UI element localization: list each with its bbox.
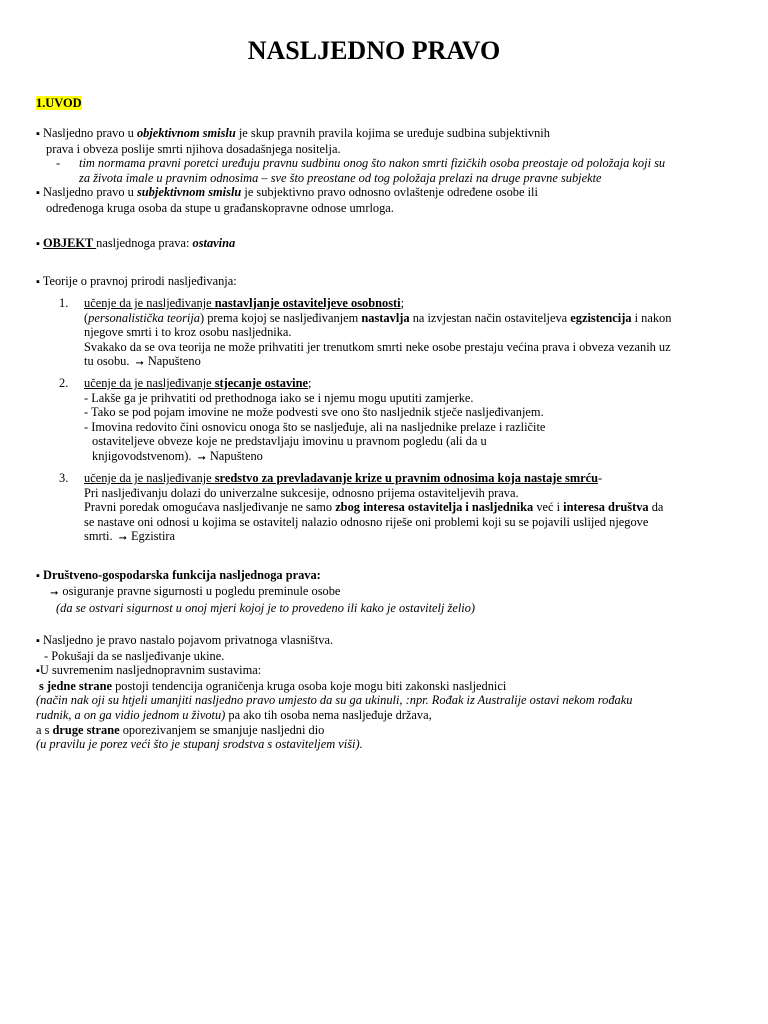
text: smrti. <box>84 529 113 544</box>
paragraph-teorije <box>36 274 736 290</box>
emphasis: nastavljanje ostaviteljeve osobnosti <box>214 296 401 310</box>
bullet-icon: ▪ <box>36 187 40 199</box>
status-text: Egzistira <box>130 529 176 544</box>
emphasis: druge strane <box>52 722 120 737</box>
text: - Imovina redovito čini osnovicu onoga što se nasljeđuje, ali na nasljednike prelaze i različite <box>84 419 546 434</box>
text: (da se ostvari sigurnost u onoj mjeri kojoj je to provedeno ili kako je ostavitelj želio) <box>56 601 476 616</box>
text: Svakako da se ova teorija ne može prihvatiti jer trenutkom smrti neke osobe prestaju većina prava i obveza vezanih uz <box>84 339 671 354</box>
text: - Pokušaji da se nasljeđivanje ukine. <box>44 648 225 663</box>
item-body <box>84 376 739 467</box>
emphasis: sredstvo za prevladavanje krize u pravnim odnosima koja nastaje smrću <box>214 471 599 485</box>
section-heading-uvod <box>36 96 736 111</box>
text: i nakon <box>631 310 672 325</box>
text: knjigovodstvenom). <box>92 448 192 463</box>
arrow-right-icon: ➞ <box>50 587 59 599</box>
text: Teorije o pravnoj prirodi nasljeđivanja: <box>42 274 237 288</box>
text: pa ako tih osoba nema nasljeđuje država, <box>225 707 432 722</box>
text: na izvjestan način ostaviteljeva <box>409 310 571 325</box>
text: Pri nasljeđivanju dolazi do univerzalne sukcesije, odnosno prijema ostaviteljevih prava. <box>84 485 519 500</box>
document-title: NASLJEDNO PRAVO <box>247 36 501 65</box>
emphasis: stjecanje ostavine <box>214 376 308 390</box>
text: rudnik, a on ga vidio jednom u životu) <box>36 707 226 722</box>
emphasis: nastavlja <box>361 310 410 325</box>
text: Nasljedno pravo u <box>43 185 137 199</box>
emphasis: s jedne strane <box>39 678 112 693</box>
text: (u pravilu je porez veći što je stupanj srodstva s ostaviteljem viši). <box>36 737 363 752</box>
text: prava i obveza poslije smrti njihova dosadašnjega nositelja. <box>46 141 341 156</box>
list-number: 2. <box>59 376 69 390</box>
status-text: Napušteno <box>209 448 263 463</box>
emphasis: subjektivnom smislu <box>136 185 242 199</box>
paragraph-drustveno <box>36 568 736 616</box>
list-item-theory-1 <box>59 296 739 372</box>
emphasis: personalistička teorija <box>88 310 200 325</box>
arrow-right-icon: ➞ <box>135 358 144 370</box>
text: već i <box>533 500 564 515</box>
text: U suvremenim nasljednopravnim sustavima: <box>39 663 262 678</box>
text: - Tako se pod pojam imovine ne može podvesti sve ono što nasljednik stječe nasljeđivanjem. <box>84 405 544 420</box>
objekt-label: OBJEKT <box>43 236 97 250</box>
text: je subjektivno pravo odnosno ovlaštenje određene osobe ili <box>241 185 538 199</box>
emphasis: ostavina <box>192 236 236 250</box>
paragraph-subjective-sense <box>36 185 736 215</box>
text: određenoga kruga osoba da stupe u građanskopravne odnose umrloga. <box>46 200 394 215</box>
bullet-icon: ▪ <box>36 276 40 288</box>
text: (način nak oji su htjeli umanjiti nasljedno pravo umjesto da su ga ukinuli, :npr. Rođak iz Australije ostavi nekom rođaku <box>36 693 633 708</box>
dash-marker: - <box>56 156 61 170</box>
text: njegove smrti i to kroz osobu nasljednika. <box>84 325 292 340</box>
text: učenje da je nasljeđivanje <box>84 376 215 390</box>
text: osiguranje pravne sigurnosti u pogledu preminule osobe <box>62 583 341 598</box>
item-last-line <box>84 449 739 467</box>
list-item-theory-3 <box>59 471 739 547</box>
item-body: učenje da je nasljeđivanje nastavljanje ostaviteljeve osobnosti; (personalistička teorija) prema kojoj se nasljeđivanjem nastavlja na izvjestan način ostaviteljeva egzistencija i nakon njegove smrti i to kroz osobu nasljednika. Svakako da se ova teorija ne može prihvatiti jer trenutkom smrti neke osobe prestaju većina prava i obveza vezanih uz tu osobu. ➞ Napušteno <box>84 296 739 372</box>
text: - <box>598 471 603 485</box>
arrow-right-icon: ➞ <box>197 452 206 464</box>
text: a s <box>36 722 53 737</box>
text: ; <box>308 376 312 390</box>
emphasis: interesa društva <box>563 500 649 515</box>
text: učenje da je nasljeđivanje <box>84 471 215 485</box>
emphasis: objektivnom smislu <box>136 126 236 140</box>
bullet-icon: ▪ <box>36 570 40 582</box>
list-number: 3. <box>59 471 69 485</box>
text: tim normama pravni poretci uređuju pravnu sudbinu onog što nakon smrti fizičkih osoba preostaje od položaja koji su <box>79 156 666 170</box>
emphasis: zbog interesa ostavitelja i nasljednika <box>335 500 534 515</box>
status-text: Napušteno <box>147 354 201 369</box>
bullet-icon: ▪ <box>36 665 40 678</box>
text: za života imale u pravnim odnosima – sve što preostane od tog položaja prelazi na druge pravne subjekte <box>79 170 602 185</box>
bullet-icon: ▪ <box>36 635 40 647</box>
text: da <box>648 500 664 515</box>
arrow-line <box>36 584 340 598</box>
text: - Lakše ga je prihvatiti od prethodnoga iako se i njemu mogu uputiti zamjerke. <box>84 390 474 405</box>
section-heading: Društveno-gospodarska funkcija nasljednoga prava: <box>43 568 321 582</box>
text: postoji tendencija ograničenja kruga osoba koje mogu biti zakonski nasljednici <box>111 678 507 693</box>
list-number: 1. <box>59 296 69 310</box>
text: tu osobu. <box>84 354 130 369</box>
text: ; <box>400 296 405 310</box>
text: se nastave oni odnosi u kojima se ostavitelj nalazio odnosno riješe oni problemi koji su se pojavili uslijed njegove <box>84 514 649 529</box>
bullet-icon: ▪ <box>36 238 40 250</box>
text: Nasljedno pravo u <box>43 126 137 140</box>
text: učenje da je nasljeđivanje <box>84 296 215 310</box>
text: prema kojoj se nasljeđivanjem <box>204 310 362 325</box>
highlighted-heading: 1.UVOD <box>36 96 82 110</box>
paragraph-objective-sense <box>36 126 736 156</box>
item-body <box>84 471 739 547</box>
list-item-theory-2 <box>59 376 739 467</box>
text: ostaviteljeve obveze koje ne predstavljaju imovinu u pravnom pogledu (ali da u <box>92 434 487 449</box>
dash-note <box>56 156 736 185</box>
arrow-right-icon: ➞ <box>118 533 127 545</box>
text: je skup pravnih pravila kojima se uređuje sudbina subjektivnih <box>235 126 550 140</box>
emphasis: egzistencija <box>570 310 632 325</box>
text: Pravni poredak omogućava nasljeđivanje ne samo <box>84 500 336 515</box>
paragraph-objekt <box>36 236 736 252</box>
text: Nasljedno je pravo nastalo pojavom privatnoga vlasništva. <box>43 633 334 647</box>
paragraph-closing <box>36 633 736 752</box>
bullet-icon: ▪ <box>36 128 40 140</box>
text: nasljednoga prava: <box>96 236 193 250</box>
text: oporezivanjem se smanjuje nasljedni dio <box>119 722 325 737</box>
